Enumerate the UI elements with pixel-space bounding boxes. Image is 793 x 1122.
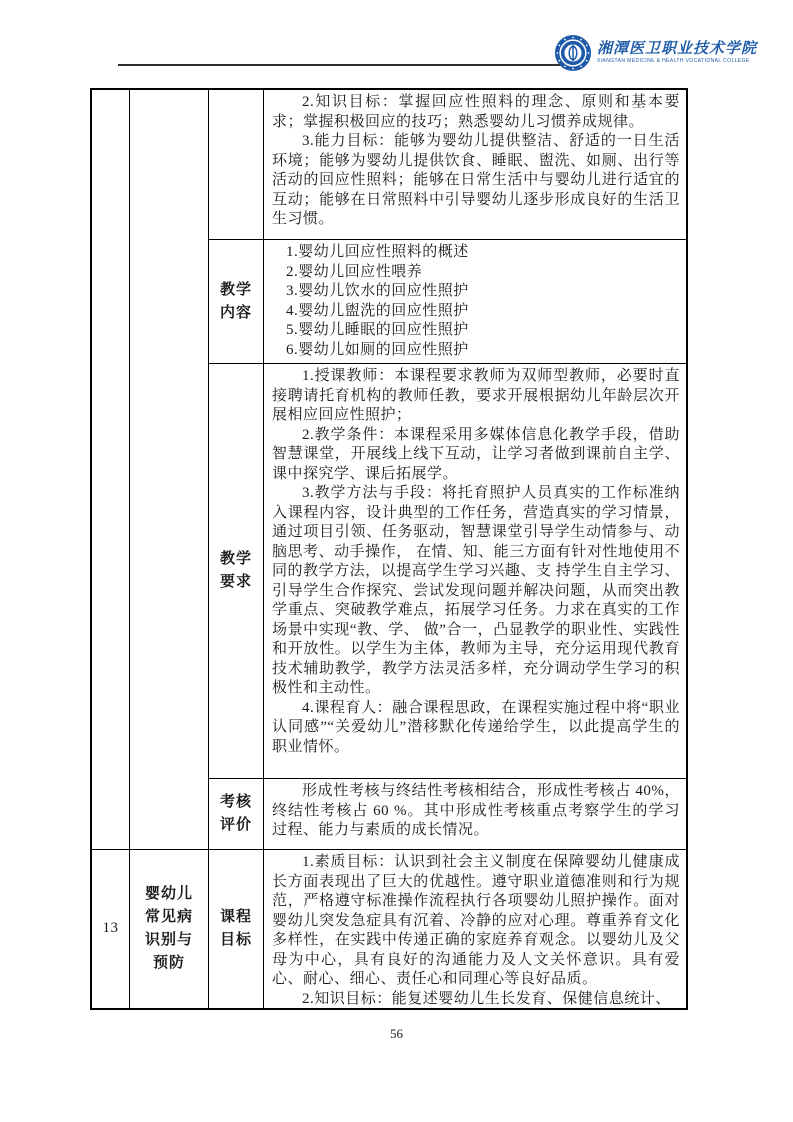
assessment-label [209, 779, 264, 849]
paragraph: 2.知识目标：掌握回应性照料的理念、原则和基本要求；掌握积极回应的技巧；熟悉婴幼儿习惯养成规律。 [272, 94, 680, 130]
teaching-requirements-text [264, 364, 686, 778]
teaching-requirements-label [209, 364, 264, 778]
list-item: 5.婴幼儿睡眠的回应性照护 [286, 322, 469, 338]
college-logo-text [597, 42, 757, 64]
paragraph: 形成性考核与终结性考核相结合，形成性考核占 40%，终结性考核占 60 %。其中形成性考核重点考察学生的学习过程、能力与素质的成长情况。 [272, 783, 680, 838]
list-item: 3.婴幼儿饮水的回应性照护 [286, 283, 469, 299]
college-name-cn: 湘潭医卫职业技术学院 [597, 41, 758, 57]
paragraph: 1.授课教师：本课程要求教师为双师型教师，必要时直接聘请托育机构的教师任教，要求开展根据幼儿年龄层次开展相应回应性照护； [272, 368, 680, 423]
paragraph: 4.课程育人：融合课程思政，在课程实施过程中将“职业认同感”“关爱幼儿”潜移默化传递给学生，以此提高学生的职业情怀。 [272, 699, 680, 755]
row-teaching-content [209, 240, 686, 364]
row-course-goal-continued [209, 90, 686, 240]
teaching-content-label [209, 240, 264, 363]
row-label-empty [209, 90, 264, 239]
course-goal-continued-text [264, 90, 686, 239]
detail-rows [209, 90, 686, 849]
college-logo [554, 34, 757, 72]
topic-column-empty [130, 90, 209, 849]
row-13 [92, 849, 686, 1008]
page-number [0, 1026, 793, 1042]
topic-name-text: 婴幼儿常见病识别与预防 [144, 886, 193, 971]
topic-name [130, 850, 209, 1008]
row-label-text: 教学要求 [219, 551, 252, 590]
list-item: 6.婴幼儿如厕的回应性照护 [286, 341, 469, 358]
serial-column-empty [92, 90, 130, 849]
serial-number [92, 850, 130, 1008]
syllabus-table [90, 88, 688, 1010]
assessment-text [264, 779, 686, 849]
serial-number-text: 13 [102, 920, 119, 937]
teaching-content-list [264, 240, 686, 363]
list-item: 1.婴幼儿回应性照料的概述 [286, 244, 469, 260]
list-item: 2.婴幼儿回应性喂养 [286, 263, 423, 280]
paragraph: 3.教学方法与手段：将托育照护人员真实的工作标准纳入课程内容，设计典型的工作任务，营造真实的学习情景，通过项目引领、任务驱动，智慧课堂引导学生动情参与、动脑思考、动手操作， 在情、知、能三方面有针对性地使用不同的教学方法，以提高学生学习兴趣、支 持学生自主学习、引导学生合作探究、尝试发现问题并解决问题，从而突出教学重点、突破教学难点，拓展学习任务。力求在真实的工作场景中实现“教、学、 做”合一，凸显教学的职业性、实践性和开放性。以学生为主体，教师为主导，充分运用现代教育技术辅助教学，教学方法灵活多样，充分调动学生学习的积极性和主动性。 [272, 485, 680, 696]
row-label-text: 考核评价 [219, 794, 252, 833]
header-rule [118, 64, 570, 66]
course-goal-text [264, 850, 686, 1008]
paragraph: 2.知识目标：能复述婴幼儿生长发育、保健信息统计、 [302, 990, 671, 1007]
row-assessment [209, 779, 686, 849]
list-item: 4.婴幼儿盥洗的回应性照护 [286, 302, 469, 319]
paragraph: 1.素质目标：认识到社会主义制度在保障婴幼儿健康成长方面表现出了巨大的优越性。遵守职业道德准则和行为规范，严格遵守标准操作流程执行各项婴幼儿照护操作。面对婴幼儿突发急症具有沉着、冷静的应对心理。尊重养育文化多样性，在实践中传递正确的家庭养育观念。以婴幼儿及父母为中心，具有良好的沟通能力及人文关怀意识。具有爱心、耐心、细心、责任心和同理心等良好品质。 [272, 854, 680, 987]
row-label-text: 课程目标 [219, 909, 252, 948]
row-teaching-requirements [209, 364, 686, 779]
college-emblem-icon [554, 34, 592, 72]
continued-row-group [92, 90, 686, 849]
page-number-text: 56 [390, 1026, 403, 1041]
college-name-en: XIANGTAN MEDICINE & HEALTH VOCATIONAL COLLEGE [597, 58, 750, 64]
paragraph: 2.教学条件：本课程采用多媒体信息化教学手段，借助智慧课堂，开展线上线下互动，让学习者做到课前自主学、课中探究学、课后拓展学。 [272, 426, 680, 482]
paragraph: 3.能力目标：能够为婴幼儿提供整洁、舒适的一日生活环境；能够为婴幼儿提供饮食、睡眠、盥洗、如厕、出行等活动的回应性照料；能够在日常生活中与婴幼儿进行适宜的互动；能够在日常照料中引导婴幼儿逐步形成良好的生活卫生习惯。 [272, 133, 680, 227]
row-label-text: 教学内容 [219, 281, 252, 321]
course-goal-label [209, 850, 264, 1008]
